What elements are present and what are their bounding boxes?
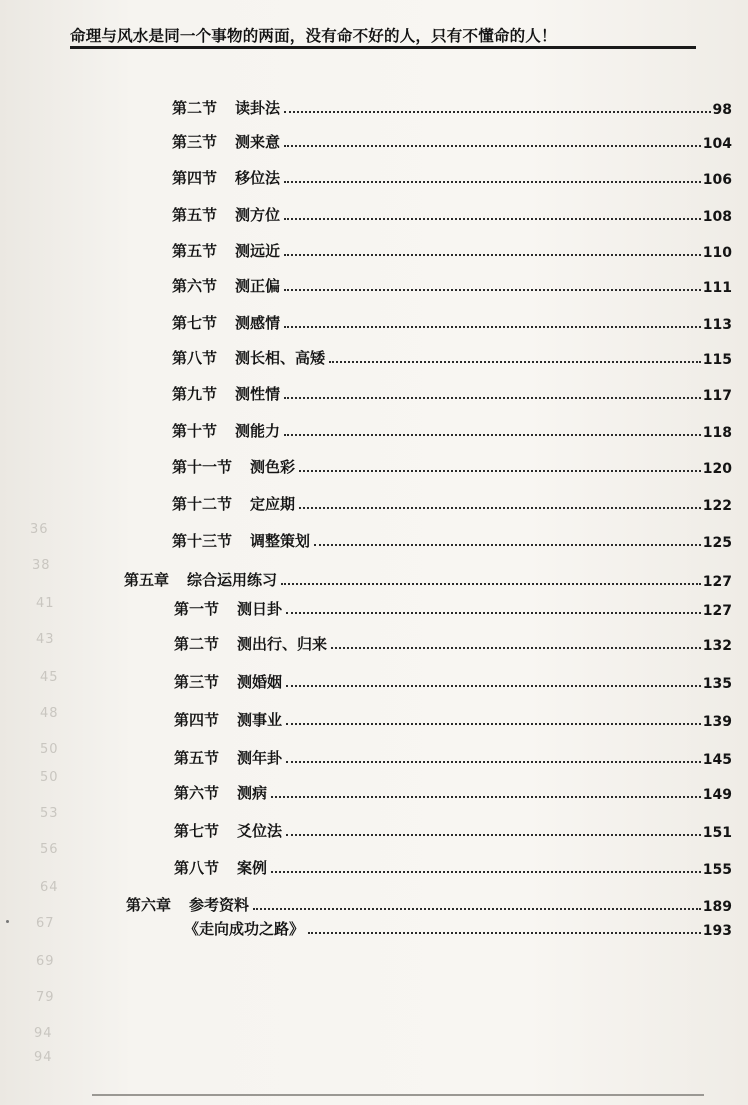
toc-entry-number: 第四节 xyxy=(174,711,220,729)
toc-entry[interactable] xyxy=(174,775,732,803)
bleed-through-number: 50 xyxy=(40,742,59,757)
toc-entry-number: 第六节 xyxy=(174,784,220,802)
dot-leader xyxy=(286,760,701,763)
bleed-through-number: 48 xyxy=(40,706,59,721)
toc-entry-page: 117 xyxy=(702,388,732,404)
toc-entry-page: 145 xyxy=(702,752,732,768)
bleed-through-number: 43 xyxy=(36,632,55,647)
toc-entry[interactable] xyxy=(174,702,732,730)
toc-entry-page: 110 xyxy=(702,245,732,261)
toc-entry-title: 测色彩 xyxy=(250,458,296,476)
toc-chapter-entry[interactable] xyxy=(124,562,732,590)
toc-entry-number: 第六节 xyxy=(172,277,218,295)
toc-entry-number: 第三节 xyxy=(174,673,220,691)
dot-leader xyxy=(286,611,701,614)
toc-entry-number: 第五节 xyxy=(174,749,220,767)
dot-leader xyxy=(253,907,701,910)
toc-entry-number: 第三节 xyxy=(172,133,218,151)
toc-entry[interactable] xyxy=(172,268,732,296)
bleed-through-number: 94 xyxy=(34,1050,53,1065)
toc-entry-number: 第八节 xyxy=(172,349,218,367)
dot-leader xyxy=(271,870,701,873)
toc-entry-title: 测事业 xyxy=(237,711,283,729)
toc-entry-title: 爻位法 xyxy=(237,822,283,840)
toc-entry-page: 106 xyxy=(702,172,732,188)
dot-leader xyxy=(271,795,701,798)
toc-entry-number: 第二节 xyxy=(172,99,218,117)
toc-entry-title: 案例 xyxy=(237,859,268,877)
toc-entry-page: 113 xyxy=(702,317,732,333)
toc-entry-title: 测能力 xyxy=(235,422,281,440)
bleed-through-number: 36 xyxy=(30,522,49,537)
toc-entry[interactable] xyxy=(172,160,732,188)
toc-entry[interactable] xyxy=(172,305,732,333)
dot-leader xyxy=(284,110,710,113)
dot-leader xyxy=(284,325,701,328)
toc-entry-page: 122 xyxy=(702,498,732,514)
toc-entry-number: 第七节 xyxy=(174,822,220,840)
bleed-through-number: 50 xyxy=(40,770,59,785)
toc-entry-page: 104 xyxy=(702,136,732,152)
toc-entry[interactable] xyxy=(172,413,732,441)
toc-entry[interactable] xyxy=(172,486,732,514)
bleed-through-number: 45 xyxy=(40,670,59,685)
toc-entry[interactable] xyxy=(172,90,732,118)
header-rule xyxy=(70,46,696,49)
toc-entry-title: 读卦法 xyxy=(235,99,281,117)
toc-entry-title: 《走向成功之路》 xyxy=(184,920,305,938)
dot-leader xyxy=(286,722,701,725)
toc-entry-number: 第十一节 xyxy=(172,458,233,476)
toc-entry-number: 第四节 xyxy=(172,169,218,187)
dot-leader xyxy=(284,396,701,399)
dot-leader xyxy=(308,931,701,934)
bleed-through-number: 53 xyxy=(40,806,59,821)
toc-entry[interactable] xyxy=(174,850,732,878)
toc-entry-number: 第十三节 xyxy=(172,532,233,550)
toc-entry-page: 111 xyxy=(702,280,732,296)
toc-entry[interactable] xyxy=(172,124,732,152)
toc-entry-title: 综合运用练习 xyxy=(187,571,278,589)
toc-entry-number: 第五章 xyxy=(124,571,170,589)
bleed-through-number: 56 xyxy=(40,842,59,857)
bleed-through-number: 94 xyxy=(34,1026,53,1041)
toc-entry-number: 第六章 xyxy=(126,896,172,914)
toc-entry-number: 第九节 xyxy=(172,385,218,403)
toc-entry-page: 118 xyxy=(702,425,732,441)
toc-entry-number: 第十节 xyxy=(172,422,218,440)
dot-leader xyxy=(286,684,701,687)
dot-leader xyxy=(314,543,701,546)
margin-speck xyxy=(6,920,9,923)
toc-entry-page: 135 xyxy=(702,676,732,692)
toc-entry-number: 第八节 xyxy=(174,859,220,877)
bleed-through-number: 67 xyxy=(36,916,55,931)
toc-entry-page: 127 xyxy=(702,574,732,590)
toc-entry-number: 第十二节 xyxy=(172,495,233,513)
toc-entry-title: 定应期 xyxy=(250,495,296,513)
toc-entry-title: 测远近 xyxy=(235,242,281,260)
toc-entry-title: 参考资料 xyxy=(189,896,250,914)
toc-entry-page: 132 xyxy=(702,638,732,654)
bleed-through-number: 41 xyxy=(36,596,55,611)
dot-leader xyxy=(331,646,701,649)
toc-entry-page: 125 xyxy=(702,535,732,551)
toc-entry-page: 120 xyxy=(702,461,732,477)
toc-entry-title: 测长相、高矮 xyxy=(235,349,326,367)
toc-entry[interactable] xyxy=(172,197,732,225)
toc-entry-title: 测日卦 xyxy=(237,600,283,618)
toc-entry-page: 189 xyxy=(702,899,732,915)
toc-entry-title: 测来意 xyxy=(235,133,281,151)
toc-entry-title: 测病 xyxy=(237,784,268,802)
toc-entry-page: 98 xyxy=(712,102,732,118)
toc-entry-page: 108 xyxy=(702,209,732,225)
dot-leader xyxy=(286,833,701,836)
toc-entry-page: 155 xyxy=(702,862,732,878)
toc-entry-title: 测方位 xyxy=(235,206,281,224)
dot-leader xyxy=(284,253,701,256)
toc-entry-title: 测出行、归来 xyxy=(237,635,328,653)
toc-entry-title: 测感情 xyxy=(235,314,281,332)
bleed-through-number: 64 xyxy=(40,880,59,895)
toc-entry[interactable] xyxy=(172,449,732,477)
toc-entry[interactable] xyxy=(174,626,732,654)
dot-leader xyxy=(284,144,701,147)
toc-entry-title: 移位法 xyxy=(235,169,281,187)
toc-entry-page: 139 xyxy=(702,714,732,730)
toc-entry-number: 第二节 xyxy=(174,635,220,653)
page-header: 命理与风水是同一个事物的两面，没有命不好的人，只有不懂命的人！ xyxy=(70,27,557,45)
toc-entry-page: 151 xyxy=(702,825,732,841)
toc-entry-page: 127 xyxy=(702,603,732,619)
toc-entry-title: 测正偏 xyxy=(235,277,281,295)
toc-entry[interactable] xyxy=(172,233,732,261)
dot-leader xyxy=(281,582,701,585)
dot-leader xyxy=(284,433,701,436)
dot-leader xyxy=(299,506,701,509)
toc-entry-page: 115 xyxy=(702,352,732,368)
toc-entry[interactable] xyxy=(174,664,732,692)
toc-entry-number: 第一节 xyxy=(174,600,220,618)
dot-leader xyxy=(284,180,701,183)
dot-leader xyxy=(284,217,701,220)
toc-entry-title: 调整策划 xyxy=(250,532,311,550)
toc-entry-number: 第七节 xyxy=(172,314,218,332)
dot-leader xyxy=(299,469,701,472)
toc-entry-page: 149 xyxy=(702,787,732,803)
toc-entry-title: 测性情 xyxy=(235,385,281,403)
bleed-through-number: 38 xyxy=(32,558,51,573)
toc-entry-number: 第五节 xyxy=(172,206,218,224)
toc-entry[interactable] xyxy=(172,340,732,368)
bleed-through-number: 69 xyxy=(36,954,55,969)
toc-entry-title: 测年卦 xyxy=(237,749,283,767)
toc-entry[interactable] xyxy=(172,376,732,404)
toc-entry[interactable] xyxy=(174,740,732,768)
dot-leader xyxy=(284,288,701,291)
toc-entry[interactable] xyxy=(174,591,732,619)
toc-entry[interactable] xyxy=(172,523,732,551)
footer-rule xyxy=(92,1094,704,1096)
toc-entry-page: 193 xyxy=(702,923,732,939)
toc-entry-number: 第五节 xyxy=(172,242,218,260)
toc-book-entry[interactable] xyxy=(168,911,732,939)
dot-leader xyxy=(329,360,701,363)
toc-entry-title: 测婚姻 xyxy=(237,673,283,691)
toc-entry[interactable] xyxy=(174,813,732,841)
bleed-through-number: 79 xyxy=(36,990,55,1005)
